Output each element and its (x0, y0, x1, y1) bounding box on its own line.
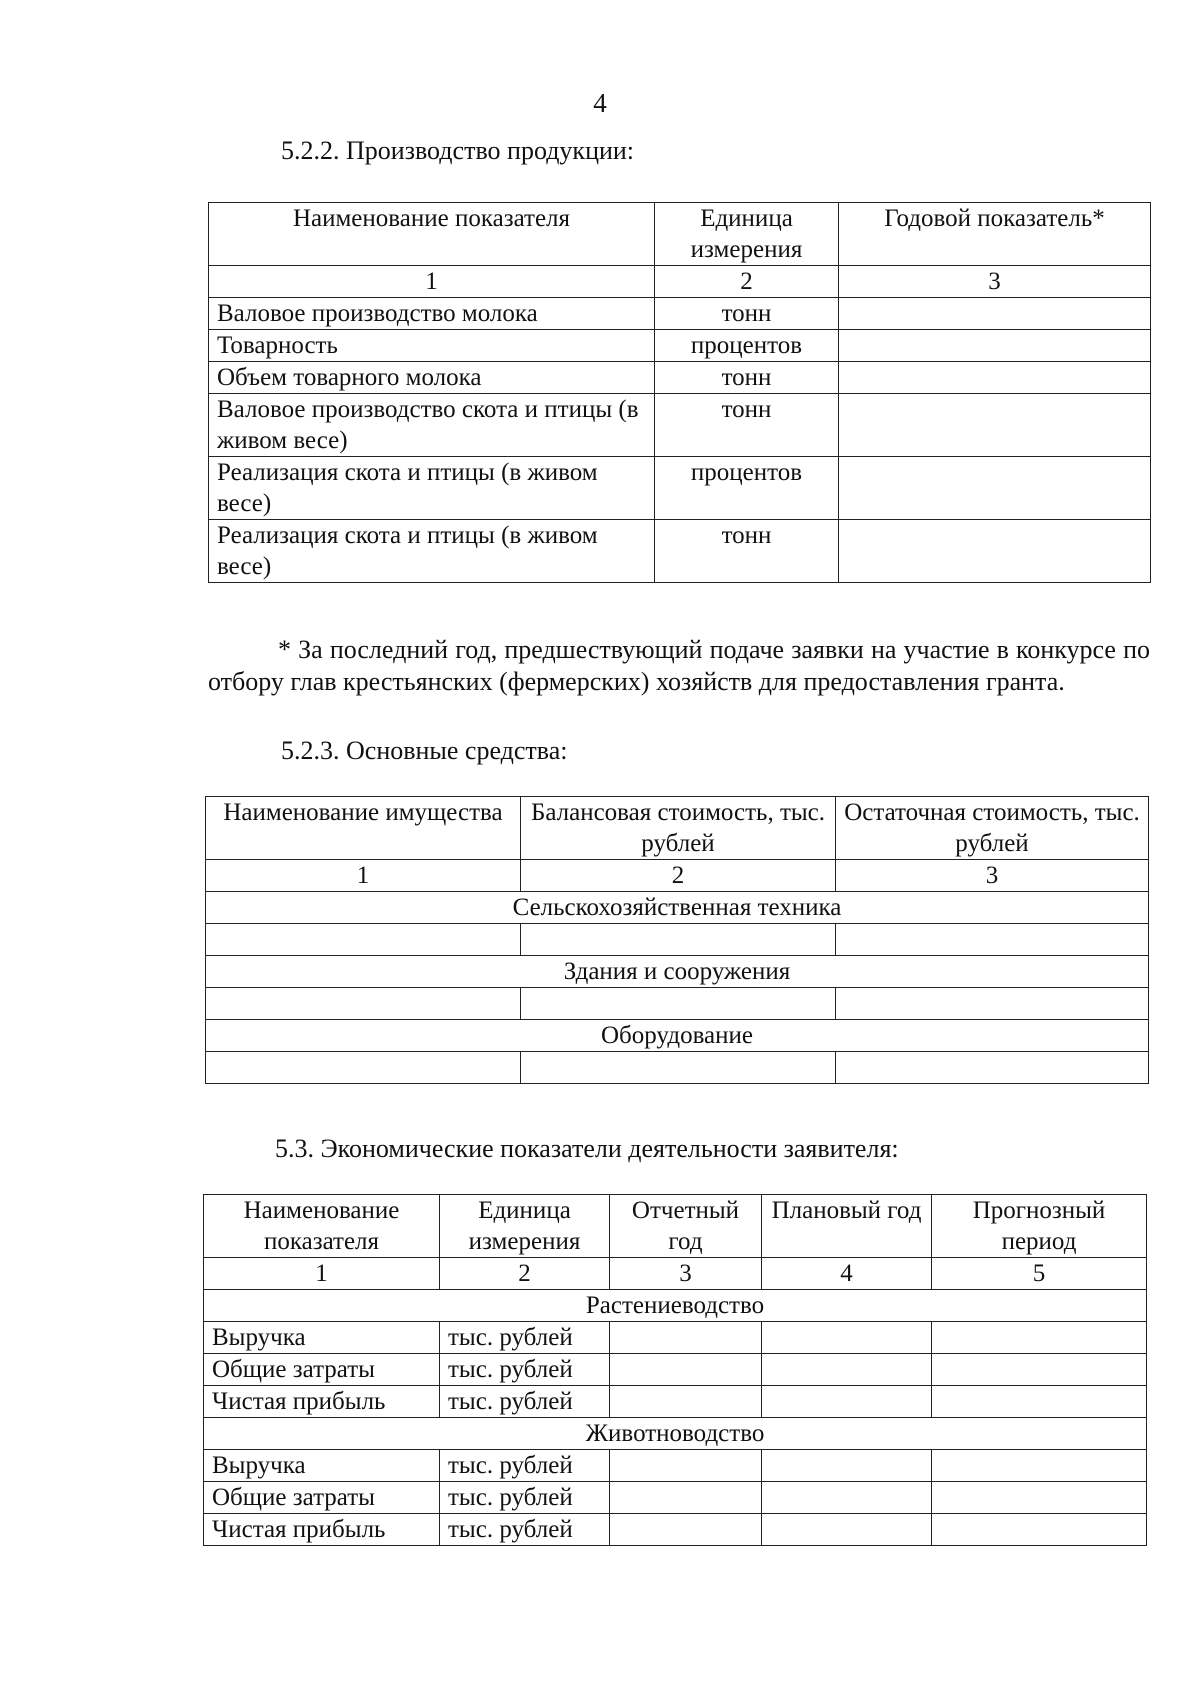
index-cell: 4 (762, 1258, 932, 1290)
empty-cell (610, 1514, 762, 1546)
row-name: Чистая прибыль (204, 1514, 440, 1546)
empty-cell (762, 1322, 932, 1354)
row-name: Товарность (209, 330, 655, 362)
index-cell: 2 (440, 1258, 610, 1290)
row-name: Реализация скота и птицы (в живом весе) (209, 520, 655, 583)
row-unit: тыс. рублей (440, 1450, 610, 1482)
index-cell: 1 (204, 1258, 440, 1290)
empty-cell (206, 988, 521, 1020)
empty-cell (521, 988, 836, 1020)
header-plan-year: Плановый год (762, 1195, 932, 1258)
empty-cell (521, 1052, 836, 1084)
header-reporting-year: Отчетный год (610, 1195, 762, 1258)
page-number: 4 (593, 88, 607, 118)
index-cell: 3 (610, 1258, 762, 1290)
row-unit: тонн (655, 394, 839, 457)
empty-cell (206, 924, 521, 956)
index-cell: 3 (839, 266, 1151, 298)
row-unit: тыс. рублей (440, 1514, 610, 1546)
economic-indicators-table (203, 1194, 1147, 1546)
row-unit: тыс. рублей (440, 1322, 610, 1354)
header-indicator-name: Наименование показателя (204, 1195, 440, 1258)
empty-cell (762, 1514, 932, 1546)
section-523-title: 5.2.3. Основные средства: (281, 736, 568, 765)
row-value (839, 394, 1151, 457)
row-unit: тыс. рублей (440, 1354, 610, 1386)
row-name: Общие затраты (204, 1482, 440, 1514)
empty-cell (762, 1386, 932, 1418)
row-unit: тонн (655, 520, 839, 583)
empty-cell (762, 1354, 932, 1386)
empty-cell (932, 1514, 1147, 1546)
header-forecast-period: Прогнозный период (932, 1195, 1147, 1258)
index-cell: 1 (206, 860, 521, 892)
header-unit: Единица измерения (655, 203, 839, 266)
group-heading: Сельскохозяйственная техника (206, 892, 1149, 924)
row-name: Валовое производство скота и птицы (в живом весе) (209, 394, 655, 457)
row-value (839, 457, 1151, 520)
empty-cell (206, 1052, 521, 1084)
row-name: Выручка (204, 1322, 440, 1354)
index-cell: 5 (932, 1258, 1147, 1290)
row-unit: тыс. рублей (440, 1386, 610, 1418)
index-cell: 3 (836, 860, 1149, 892)
row-unit: процентов (655, 457, 839, 520)
header-unit: Единица измерения (440, 1195, 610, 1258)
empty-cell (610, 1482, 762, 1514)
group-heading: Растениеводство (204, 1290, 1147, 1322)
empty-cell (521, 924, 836, 956)
empty-cell (932, 1450, 1147, 1482)
header-asset-name: Наименование имущества (206, 797, 521, 860)
group-heading: Здания и сооружения (206, 956, 1149, 988)
index-cell: 1 (209, 266, 655, 298)
empty-cell (932, 1386, 1147, 1418)
empty-cell (836, 924, 1149, 956)
row-unit: тонн (655, 298, 839, 330)
empty-cell (932, 1322, 1147, 1354)
row-name: Чистая прибыль (204, 1386, 440, 1418)
empty-cell (610, 1386, 762, 1418)
section-53-title: 5.3. Экономические показатели деятельности заявителя: (275, 1134, 899, 1163)
row-unit: тонн (655, 362, 839, 394)
index-cell: 2 (655, 266, 839, 298)
fixed-assets-table (205, 796, 1149, 1084)
production-table (208, 202, 1151, 583)
empty-cell (610, 1322, 762, 1354)
row-name: Реализация скота и птицы (в живом весе) (209, 457, 655, 520)
empty-cell (932, 1354, 1147, 1386)
row-name: Валовое производство молока (209, 298, 655, 330)
footnote: * За последний год, предшествующий подаче заявки на участие в конкурсе по отбору глав крестьянских (фермерских) хозяйств для предоставления гранта. (208, 635, 1150, 696)
row-value (839, 520, 1151, 583)
index-cell: 2 (521, 860, 836, 892)
header-indicator-name: Наименование показателя (209, 203, 655, 266)
empty-cell (932, 1482, 1147, 1514)
group-heading: Оборудование (206, 1020, 1149, 1052)
row-name: Выручка (204, 1450, 440, 1482)
section-522-title: 5.2.2. Производство продукции: (281, 136, 635, 165)
row-value (839, 298, 1151, 330)
empty-cell (836, 1052, 1149, 1084)
empty-cell (836, 988, 1149, 1020)
group-heading: Животноводство (204, 1418, 1147, 1450)
empty-cell (610, 1354, 762, 1386)
header-annual-value: Годовой показатель* (839, 203, 1151, 266)
row-value (839, 362, 1151, 394)
row-unit: процентов (655, 330, 839, 362)
empty-cell (762, 1450, 932, 1482)
header-residual-value: Остаточная стоимость, тыс. рублей (836, 797, 1149, 860)
row-unit: тыс. рублей (440, 1482, 610, 1514)
row-value (839, 330, 1151, 362)
empty-cell (762, 1482, 932, 1514)
row-name: Объем товарного молока (209, 362, 655, 394)
row-name: Общие затраты (204, 1354, 440, 1386)
header-book-value: Балансовая стоимость, тыс. рублей (521, 797, 836, 860)
empty-cell (610, 1450, 762, 1482)
